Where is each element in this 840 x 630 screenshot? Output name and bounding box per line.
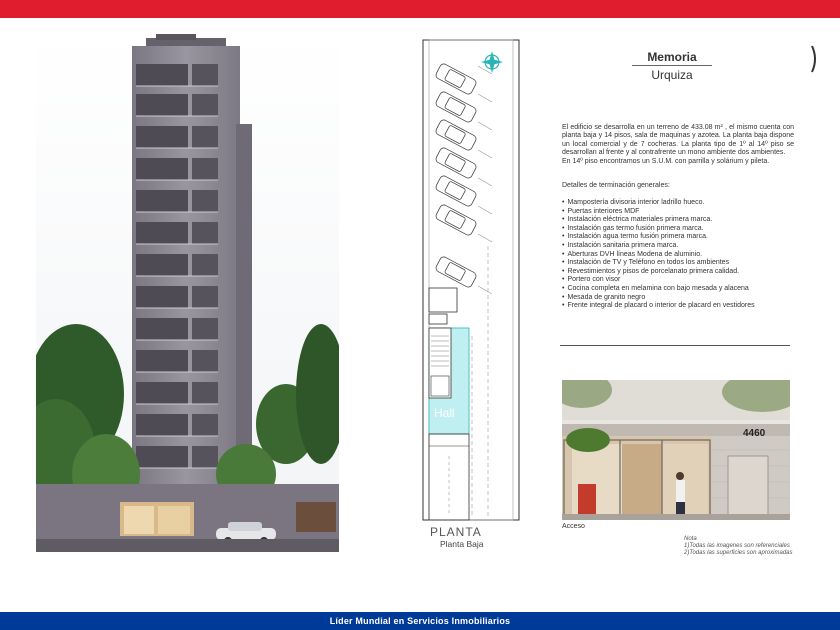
details-list: [562, 199, 802, 311]
description-paragraph: El edificio se desarrolla en un terreno de 433.08 m² , el mismo cuenta con planta baja y 14 pisos, sala de maquinas y azotea. La planta baja dispone un local comercial y de 7 cocheras. La planta tipo de 1º al 14º piso se desarrollan al frente y al contrafrente un mono ambiente dos ambientes.: [562, 124, 794, 157]
list-item: • Mampostería divisoria interior ladrillo hueco.: [562, 199, 802, 208]
list-item: • Puertas interiores MDF: [562, 208, 802, 217]
footer-bar: [0, 612, 840, 630]
partial-logo-mark: [810, 44, 820, 74]
floor-plan-drawing: [418, 36, 524, 524]
page-subtitle: Urquiza: [651, 68, 693, 82]
hall-label: Hall: [434, 406, 455, 420]
list-item: • Instalación eléctrica materiales primera marca.: [562, 216, 802, 225]
photo-caption: Acceso: [562, 523, 585, 530]
list-item: • Instalación de TV y Teléfono en todos los ambientes: [562, 259, 802, 268]
building-render-image: [36, 34, 339, 552]
plan-caption: [430, 526, 510, 549]
top-red-bar: [0, 0, 840, 18]
list-item: • Instalación agua termo fusión primera marca.: [562, 233, 802, 242]
section-divider: [560, 345, 790, 346]
details-heading: Detalles de terminación generales:: [562, 182, 670, 189]
notes-block: [684, 536, 793, 557]
description-paragraph: En 14º piso encontramos un S.U.M. con parrilla y solárium y pileta.: [562, 157, 770, 165]
title-divider: [632, 65, 712, 66]
notes-line-2: 2)Todas las superficies son aproximadas: [684, 550, 793, 556]
address-number: 4460: [743, 428, 766, 439]
list-item: • Aberturas DVH líneas Modena de aluminio.: [562, 251, 802, 260]
description-block: [562, 124, 794, 166]
plan-subtitle: Planta Baja: [440, 539, 484, 549]
list-item: • Portero con visor: [562, 276, 802, 285]
list-item: • Revestimientos y pisos de porcelanato primera calidad.: [562, 268, 802, 277]
list-item: • Mesada de granito negro: [562, 294, 802, 303]
entrance-photo-image: [562, 380, 790, 520]
list-item: • Cocina completa en melamina con bajo mesada y alacena: [562, 285, 802, 294]
list-item: • Instalación sanitaria primera marca.: [562, 242, 802, 251]
page-title: Memoria: [647, 50, 697, 64]
footer-tagline: Líder Mundial en Servicios Inmobiliarios: [329, 616, 511, 626]
plan-title: PLANTA: [430, 525, 482, 539]
list-item: • Frente integral de placard o interior de placard en vestidores: [562, 302, 802, 311]
list-item: • Instalación gas termo fusión primera marca.: [562, 225, 802, 234]
notes-title: Nota: [684, 536, 697, 542]
notes-line-1: 1)Todas las imagenes son referenciales: [684, 543, 790, 549]
